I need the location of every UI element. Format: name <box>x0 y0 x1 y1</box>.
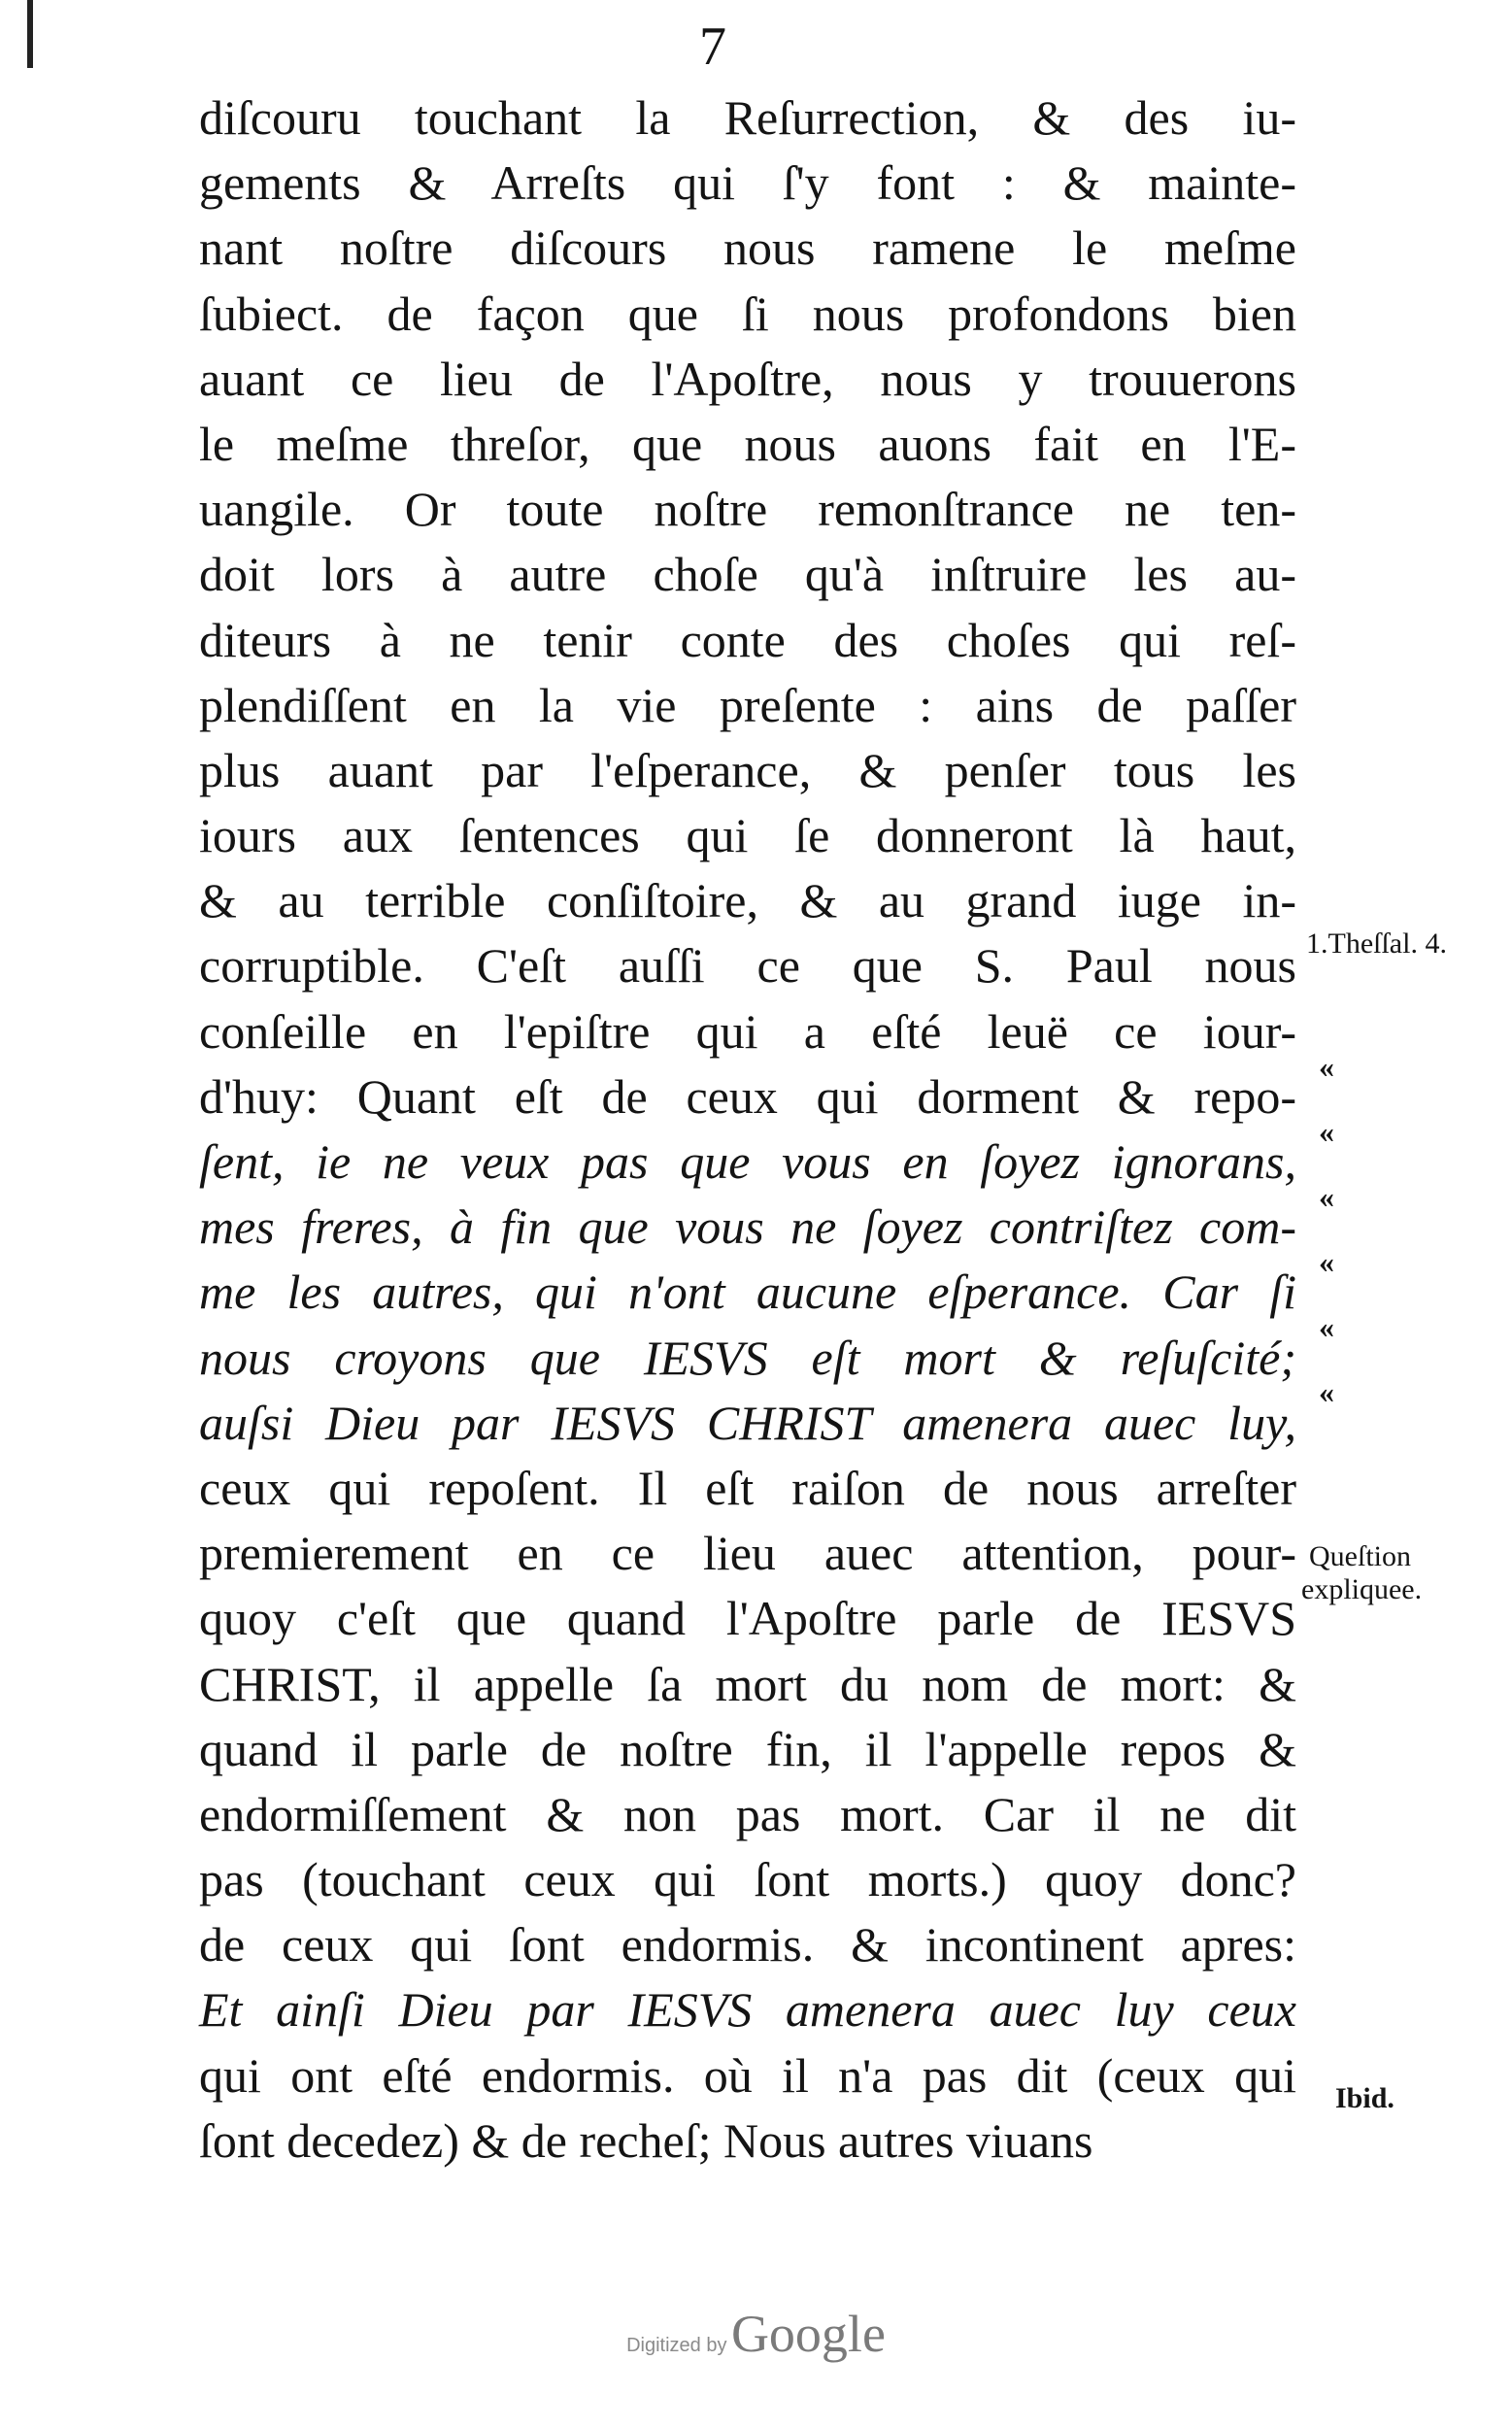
text-line: plendiſſent en la vie preſente : ains de paſſer <box>199 677 1296 732</box>
quoted-line: auſsi Dieu par IESVS CHRIST amenera auec luy, <box>199 1395 1296 1450</box>
quoted-line: mes freres, à fin que vous ne ſoyez contriſtez com- <box>199 1199 1296 1255</box>
text-line: ſubiect. de façon que ſi nous profondons bien <box>199 286 1296 341</box>
quoted-line: nous croyons que IESVS eſt mort & reſuſcité; <box>199 1330 1296 1385</box>
quote-mark: « <box>1319 1179 1334 1214</box>
text-line: conſeille en l'epiſtre qui a eſté leuë ce iour- <box>199 1003 1296 1059</box>
google-logo: Google <box>730 2305 886 2363</box>
text-line: d'huy: Quant eſt de ceux qui dorment & repo- <box>199 1068 1296 1124</box>
page-edge-mark <box>27 0 33 68</box>
text-line: endormiſſement & non pas mort. Car il ne dit <box>199 1786 1296 1841</box>
text-line: doit lors à autre choſe qu'à inſtruire les au- <box>199 547 1296 602</box>
quoted-line: Et ainſi Dieu par IESVS amenera auec luy ceux <box>199 1982 1296 2038</box>
text-line: ceux qui repoſent. Il eſt raiſon de nous arreſter <box>199 1460 1296 1515</box>
margin-note-ibid: Ibid. <box>1335 2082 1394 2114</box>
digitized-footer <box>0 2304 1512 2364</box>
body-text <box>199 85 1296 2174</box>
text-line: gements & Arreſts qui ſ'y font : & mainte- <box>199 155 1296 211</box>
text-line: uangile. Or toute noſtre remonſtrance ne ten- <box>199 482 1296 537</box>
margin-note-question: Queſtion <box>1309 1540 1411 1572</box>
quote-mark: « <box>1319 1114 1334 1149</box>
text-line: qui ont eſté endormis. où il n'a pas dit (ceux qui <box>199 2047 1296 2103</box>
text-line: quoy c'eſt que quand l'Apoſtre parle de IESVS <box>199 1591 1296 1646</box>
text-line: diteurs à ne tenir conte des choſes qui reſ- <box>199 612 1296 667</box>
quote-mark: « <box>1319 1309 1334 1344</box>
text-line: de ceux qui ſont endormis. & incontinent apres: <box>199 1917 1296 1973</box>
page-number: 7 <box>699 17 726 77</box>
digitized-label: Digitized by <box>626 2335 727 2356</box>
quote-mark: « <box>1319 1049 1334 1084</box>
quote-mark: « <box>1319 1374 1334 1409</box>
text-line: premierement en ce lieu auec attention, pour- <box>199 1526 1296 1581</box>
quote-mark: « <box>1319 1244 1334 1279</box>
quoted-line: ſent, ie ne veux pas que vous en ſoyez ignorans, <box>199 1134 1296 1189</box>
margin-note-thessalonians: 1.Theſſal. 4. <box>1306 927 1447 960</box>
text-line: iours aux ſentences qui ſe donneront là haut, <box>199 808 1296 863</box>
quoted-line: me les autres, qui n'ont aucune eſperance. Car ſi <box>199 1265 1296 1320</box>
text-line: corruptible. C'eſt auſſi ce que S. Paul nous <box>199 938 1296 994</box>
text-line: quand il parle de noſtre fin, il l'appelle repos & <box>199 1721 1296 1776</box>
text-line: nant noſtre diſcours nous ramene le meſme <box>199 220 1296 276</box>
text-line: le meſme threſor, que nous auons fait en l'E- <box>199 416 1296 471</box>
text-line: CHRIST, il appelle ſa mort du nom de mort: & <box>199 1656 1296 1711</box>
text-line: plus auant par l'eſperance, & penſer tous les <box>199 742 1296 797</box>
text-line: diſcouru touchant la Reſurrection, & des iu- <box>199 90 1296 145</box>
text-line: pas (touchant ceux qui ſont morts.) quoy donc? <box>199 1852 1296 1907</box>
text-line: & au terrible conſiſtoire, & au grand iuge in- <box>199 873 1296 928</box>
margin-note-explained: expliquee. <box>1301 1573 1423 1605</box>
text-line: ſont decedez) & de recheſ; Nous autres viuans <box>199 2112 1093 2168</box>
text-line: auant ce lieu de l'Apoſtre, nous y trouuerons <box>199 351 1296 406</box>
